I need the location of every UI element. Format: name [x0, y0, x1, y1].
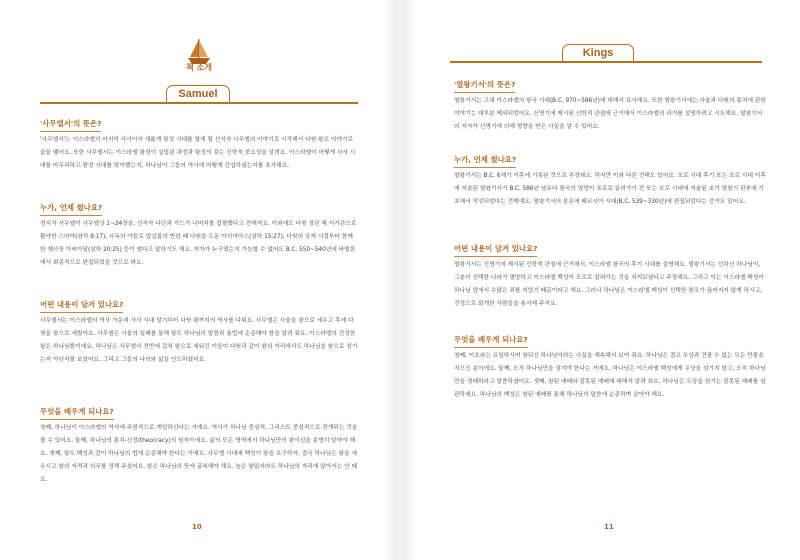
section-heading: 무엇을 배우게 되나요?	[454, 334, 528, 348]
page-number: 11	[604, 523, 614, 531]
section-body: 첫째, 하나님이 이스라엘의 역사에 주권적으로 개입하신다는 거예요. 역사가 하나님 중심적, 그리스도 중심적으로 전개되는 것을 볼 수 있어요. 둘째, 하나님의 통치-신정(theocracy)의 원칙이에요. 삶의 모든 영역에서 하나님만이 왕이심을 분명히 알아야 해요. 셋째, 왕도 백성과 같이 하나님의 법에 순종해야 한다는 거예요. 사무엘 시대에 백성이 왕을 요구하자, 결국 하나님은 왕을 세우시고 왕의 자격과 의무를 정해 주셨어요. 왕은 하나님의 뜻에 굴복해야 해요. 높은 왕일지라도 하나님의 자리에 앉아서는 안 돼요.	[40, 425, 358, 483]
header-rule	[40, 102, 358, 104]
logo-label: 책 소개	[186, 63, 212, 72]
section-body: 전지자 사무엘이 사무엘상 1~24장을, 선지자 나단과 가드가 나머지를 집필했다고 전해져요. 이외에도 다윗 정권 제 서기관으로 활약한 스라야(삼하 8:17), 사독의 아들로 압살롬의 반란 때 다윗을 도운 아히마아스(삼하 15:27), 다윗의 궁재 시절부터 함께한 제사장 아비아달(삼하 20:25) 등이 썼다고 말하기도 해요. 저자가 누구였는지 가늠할 수 없어도 B.C. 550~540년에 바빌론에서 최종적으로 편집되었을 것으로 봐요.	[40, 221, 357, 266]
section-heading: 어떤 내용이 담겨 있나요?	[454, 243, 537, 257]
section-body: 열왕기서는 고대 이스라엘의 왕국 시대(B.C. 970~586년)에 대해서 묘사해요. 또한 열왕기서에는 사울과 다윗의 통치에 관한 이야기는 대부분 제외되었어요. 신명기에 제시된 신학적 관점에 근거해서 이스라엘의 과거를 설명하려고 시도해요. 열왕기서의 저자가 신명기에 의해 영향을 받은 사실을 알 수 있어요.	[454, 98, 766, 130]
section-heading: 누가, 언제 썼나요?	[40, 202, 102, 216]
tab-kings: Kings	[562, 44, 634, 63]
section-body: 열왕기서는 B.C. 6세기 이후에 기록된 것으로 추정돼요. 하지만 이와 다른 견해도 있어요. 포로 시대 후기 또는 포로 시대 이후에 저술된 열왕기서가 B.C. 586년 남유다 왕국의 멸망이 포로로 끌려가기 전 또는 포로 시대에 저술된 초기 열왕기 판본에 기초해서 작성되었다는 견해예요. 열왕기서의 본문에 페르시아 시대(B.C. 539~330년)에 편집되었다는 증거도 있어요.	[454, 173, 766, 205]
right-page	[402, 0, 800, 560]
gutter-shadow	[384, 0, 398, 560]
section-body: 사무엘서는 이스라엘의 역사 가운데 사사 시대 말기부터 다윗 왕까지의 역사를 다뤄요. 사무엘은 사울을 왕으로 세우고 후에 다윗을 왕으로 세웠어요. 사무엘은 사울의 실패를 통해 왕도 하나님의 말씀과 율법에 순종해야 함을 알려 줘요. 이스라엘의 진정한 왕은 하나님뿐이에요. 하나님은 사무엘서 전반에 걸쳐 왕으로 세워진 이들이 다윗과 같이 왕의 자리에서도 하나님을 왕으로 섬기는지 아닌지를 보셨어요. 그리고 그들의 나라와 삶을 인도하셨어요.	[40, 318, 358, 363]
section-heading: 무엇을 배우게 되나요?	[40, 406, 114, 420]
gutter-shadow	[402, 0, 416, 560]
page-number: 10	[192, 523, 202, 531]
header-rule	[450, 61, 762, 63]
section-heading: '사무엘서'의 뜻은?	[40, 118, 101, 132]
left-page	[0, 0, 398, 560]
section-heading: '열왕기서'의 뜻은?	[454, 79, 515, 93]
section-body: 첫째, 이호와는 유일하시며 참되신 하나님이라는 사실을 계속해서 보여 줘요. 하나님은 결코 우상과 견줄 수 없는 모든 만물을 지으신 분이에요. 둘째, 오직 하나님만을 섬겨야 한다는 거예요. 하나님은 이스라엘 백성에게 우상을 섬기지 말고, 오직 하나님만을 경배하라고 말씀하셨어요. 셋째, 참된 예배와 잘못된 예배에 대해서 알려 줘요. 하나님은 우상을 섬기는 잘못된 예배를 심판하세요. 하나님의 백성은 참된 예배를 통해 하나님의 말씀에 순종하며 살아야 해요.	[454, 353, 766, 398]
section-heading: 어떤 내용이 담겨 있나요?	[40, 299, 123, 313]
section-heading: 누가, 언제 썼나요?	[454, 154, 516, 168]
tab-samuel: Samuel	[166, 85, 230, 104]
section-body: 열왕기서는 신명기에 제시된 신학적 관점에 근거해서, 이스라엘 왕국의 후기 시대를 설명해요. 열왕기서는 선하신 하나님이, 그분이 선택한 나라가 멸망하고 이스라엘 백성이 포로로 잡혀가는 것을 지켜보셨다고 주장해요. 그리고 이는 이스라엘 백성이 하나님 앞에서 수많은 죄를 지었기 때문이라고 해요. 그러나 하나님은 이스라엘 백성이 선택한 왕조가 끊어지지 않게 하시고, 진정으로 회개한 사람들을 용서해 주셔요.	[454, 262, 764, 307]
section-body: '사무엘서'는 이스라엘의 마지막 사사이자 새롭게 왕정 시대를 열게 될 선지자 사무엘의 이야기로 시작해서 다윗 왕조 이야기로 끝을 맺어요. 또한 사무엘서는 이스라엘 왕정이 설립된 과정과 왕정의 갖는 신학적 중요성을 알려요. 이스라엘이 어떻게 사사 시대를 마무리하고 왕정 시대를 맞이했는지, 하나님이 그들의 역사에 어떻게 간섭하셨는지를 표사해요.	[40, 137, 356, 169]
